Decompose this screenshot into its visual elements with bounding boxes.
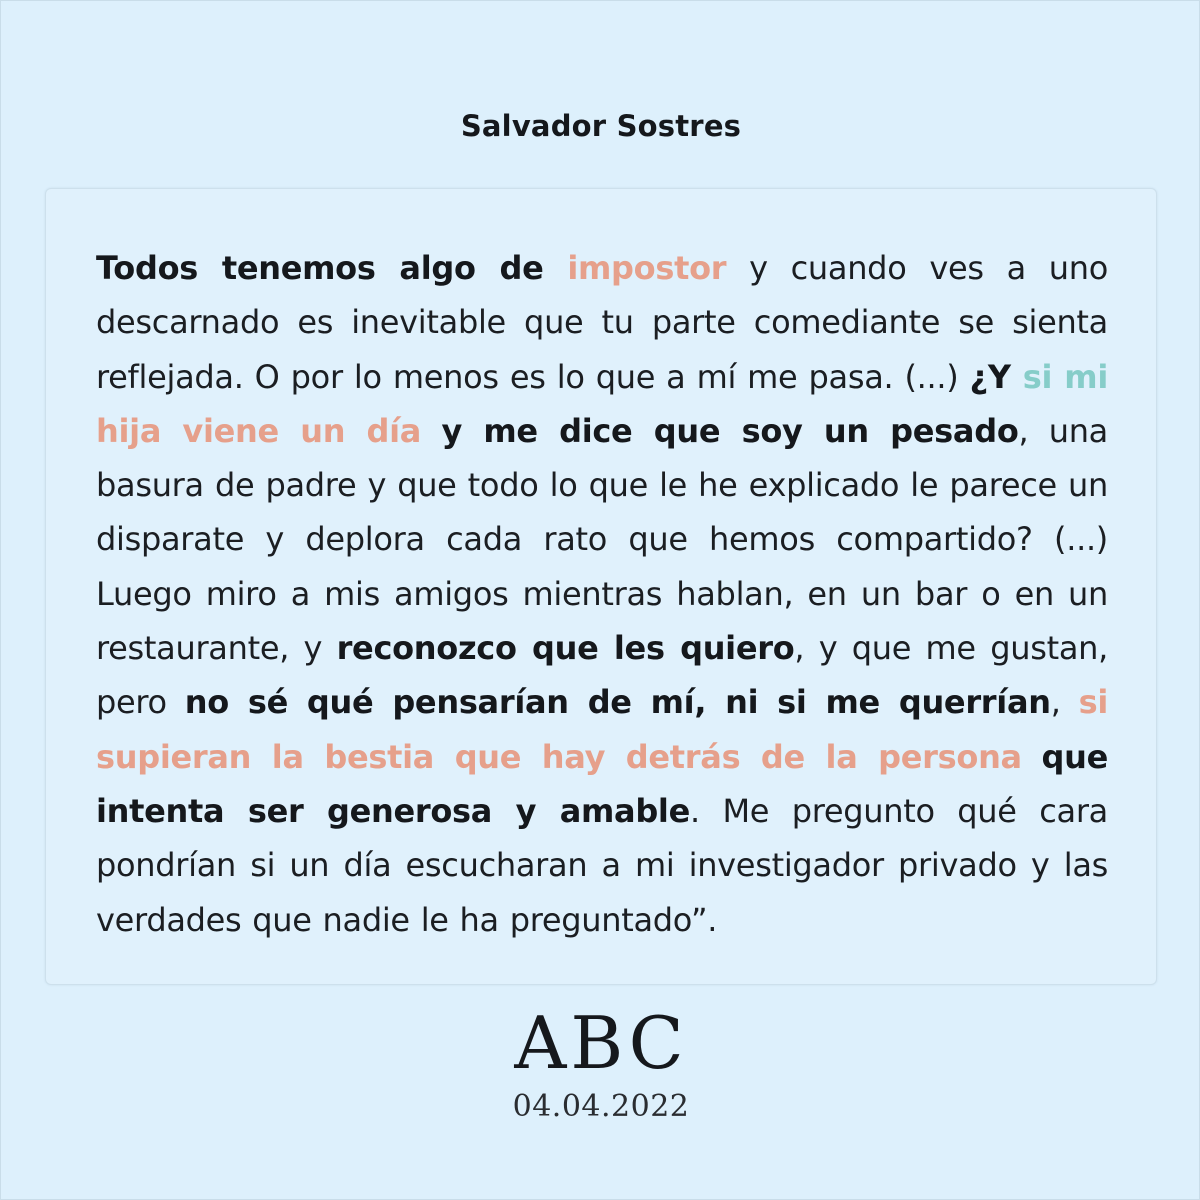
quote-segment: , bbox=[1050, 683, 1079, 722]
quote-box bbox=[45, 188, 1157, 985]
quote-segment: ¿Y bbox=[969, 357, 1023, 396]
quote-text bbox=[96, 241, 1108, 947]
quote-segment: y cuando ves a uno descarnado es inevitable que tu parte comediante se sienta reflejada. O por lo menos es lo que a mí me pasa. (...) bbox=[96, 249, 1108, 396]
publication-date: 04.04.2022 bbox=[512, 1089, 690, 1124]
quote-segment: no sé qué pensarían de mí, ni si me querrían bbox=[184, 683, 1051, 722]
quote-segment: que intenta ser generosa y amable bbox=[96, 737, 1108, 830]
quote-segment: si mi bbox=[1022, 357, 1108, 396]
quote-segment: . Me pregunto qué cara pondrían si un día escucharan a mi investigador privado y las verdades que nadie le ha preguntado”. bbox=[96, 791, 1108, 939]
quote-segment: , una basura de padre y que todo lo que le he explicado le parece un disparate y deplora cada rato que hemos compartido? (...) Luego miro a mis amigos mientras hablan, en un bar o en un restaurante, y bbox=[96, 411, 1108, 668]
quote-segment: y me dice que soy un pesado bbox=[441, 411, 1019, 450]
quote-segment: Todos tenemos algo de bbox=[96, 249, 568, 287]
quote-segment bbox=[1022, 738, 1042, 776]
quote-segment bbox=[421, 412, 441, 450]
publication-logo: ABC bbox=[514, 1001, 688, 1085]
author-name: Salvador Sostres bbox=[460, 109, 742, 143]
quote-segment: hija viene un día bbox=[96, 411, 422, 450]
quote-segment: , y que me gustan, pero bbox=[96, 629, 1108, 722]
quote-segment: reconozco que les quiero bbox=[336, 629, 795, 668]
quote-segment: si supieran la bestia que hay detrás de la persona bbox=[96, 683, 1108, 776]
quote-segment: impostor bbox=[567, 249, 727, 287]
